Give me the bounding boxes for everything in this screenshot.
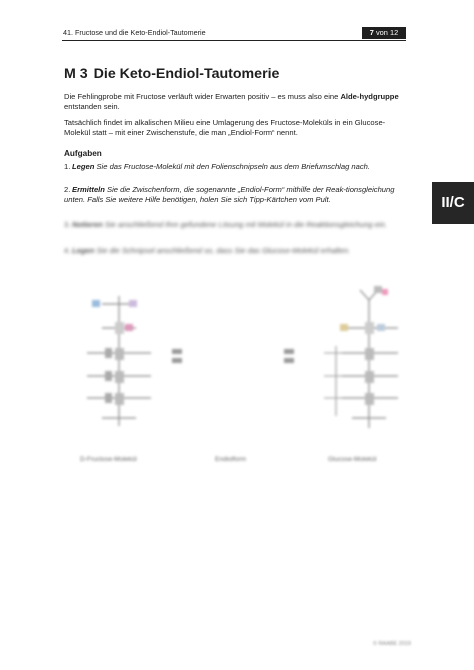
task-text: Sie die Zwischenform, die sogenannte „Endiol-Form“ mithilfe der Reak-tionsgleichung unten. Falls Sie weitere Hilfe benötigen, holen Sie sich Tipp-Kärtchen vom Pult. <box>64 185 395 204</box>
intro-paragraph-1 <box>64 92 410 112</box>
glucose-atoms <box>340 286 388 405</box>
intro-text: Die Fehlingprobe mit Fructose verläuft wider Erwarten positiv – es muss also eine <box>64 92 341 101</box>
endiol-skeleton <box>324 346 348 416</box>
task-text: Sie das Fructose-Molekül mit den Folienschnipseln aus dem Briefumschlag nach. <box>94 162 370 171</box>
page-number-box <box>362 27 406 39</box>
task-verb: Ermitteln <box>72 185 105 194</box>
task-number: 1. <box>64 162 71 171</box>
task-1 <box>64 162 410 172</box>
reaction-scheme-diagram <box>62 276 408 472</box>
material-title: Die Keto-Endiol-Tautomerie <box>93 66 280 82</box>
fructose-skeleton <box>87 296 151 426</box>
page-title <box>64 66 279 82</box>
task-verb: Legen <box>72 162 95 171</box>
copyright-footer: © RAABE 2019 <box>373 641 411 647</box>
page-separator: von <box>373 28 390 37</box>
task-3 <box>64 220 410 230</box>
reaction-arrow-2 <box>284 349 294 363</box>
page-current: 7 <box>369 28 374 37</box>
page-total: 12 <box>389 28 399 37</box>
task-2 <box>64 185 410 205</box>
running-header <box>62 27 406 41</box>
task-number: 4. <box>64 246 71 255</box>
caption-endiol: Endiolform <box>215 456 247 463</box>
task-verb: Legen <box>72 246 95 255</box>
task-text: Sie die Schnipsel anschließend so, dass Sie das Glucose-Molekül erhalten. <box>94 246 351 255</box>
task-4 <box>64 246 410 256</box>
section-side-tab: II/C <box>432 182 474 224</box>
tasks-heading: Aufgaben <box>64 149 102 158</box>
task-verb: Notieren <box>72 220 103 229</box>
caption-glucose: Glucose-Molekül <box>328 456 377 463</box>
task-number: 3. <box>64 220 71 229</box>
task-number: 2. <box>64 185 71 194</box>
intro-text-end: entstanden sein. <box>64 102 120 111</box>
intro-paragraph-2: Tatsächlich findet im alkalischen Milieu eine Umlagerung des Fructose-Moleküls in ein Glucose-Molekül statt – mit einer Zwischenstufe, die man „Endiol-Form“ nennt. <box>64 118 386 137</box>
reaction-arrow-1 <box>172 349 182 363</box>
caption-fructose: D-Fructose-Molekül <box>80 456 137 463</box>
intro-bold-term: Alde-hydgruppe <box>340 92 399 101</box>
header-title: 41. Fructose und die Keto-Endiol-Tautomerie <box>63 28 206 37</box>
task-text: Sie anschließend Ihre gefundene Lösung mit Molekül in die Reaktionsgleichung ein. <box>102 220 387 229</box>
material-number: M 3 <box>64 66 88 82</box>
